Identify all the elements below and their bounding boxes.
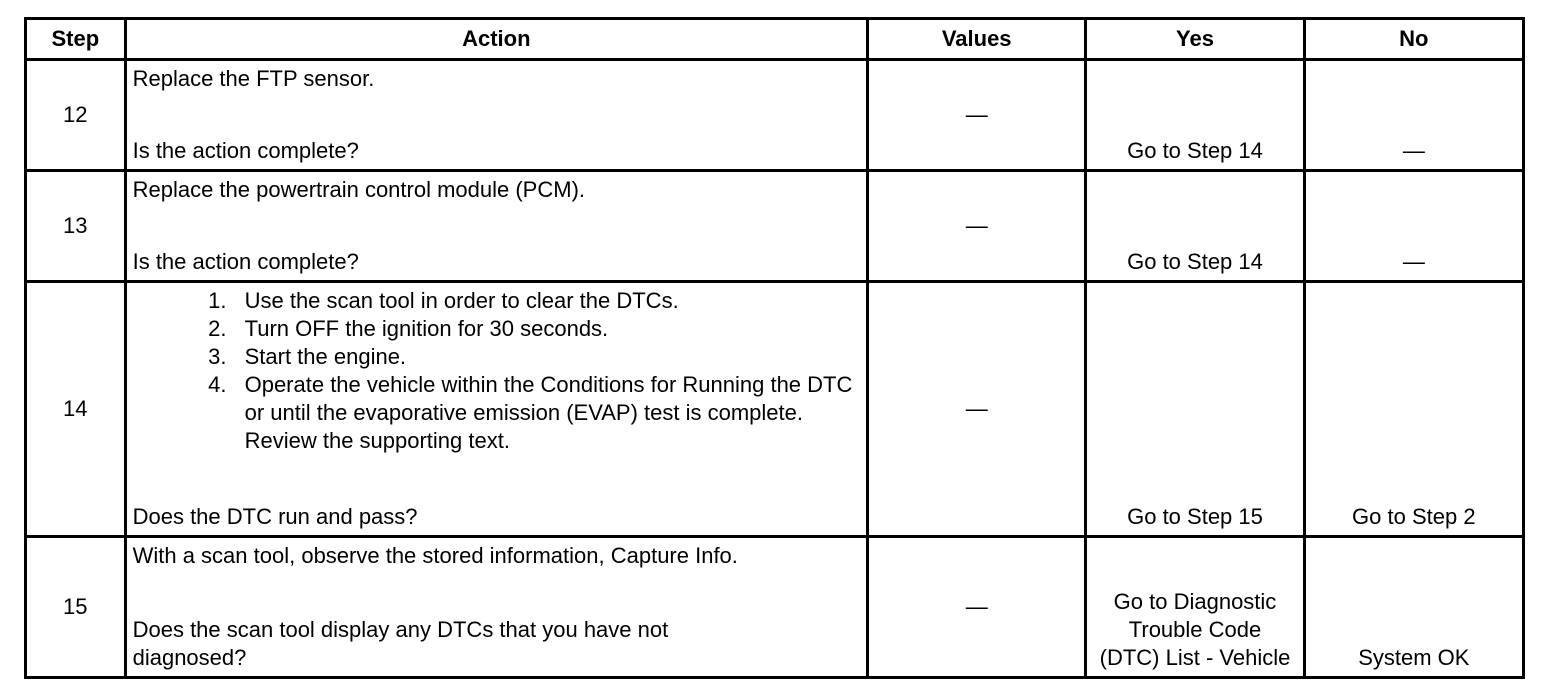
header-action: Action xyxy=(125,19,867,60)
action-step-item: 1. Use the scan tool in order to clear the DTCs. xyxy=(233,287,860,315)
table-row-step-14 xyxy=(26,282,1524,537)
header-row xyxy=(26,19,1524,60)
values-cell: — xyxy=(868,537,1086,678)
action-cell xyxy=(125,282,867,537)
no-cell: — xyxy=(1304,60,1523,171)
table-row-step-12 xyxy=(26,60,1524,171)
values-cell: — xyxy=(868,171,1086,282)
action-question: Is the action complete? xyxy=(132,138,359,163)
values-cell: — xyxy=(868,282,1086,537)
step-number: 12 xyxy=(26,60,126,171)
action-text: Replace the powertrain control module (PCM). xyxy=(132,177,586,202)
action-text: With a scan tool, observe the stored information, Capture Info. xyxy=(132,543,738,568)
header-no: No xyxy=(1304,19,1523,60)
step-number: 15 xyxy=(26,537,126,678)
step-number: 14 xyxy=(26,282,126,537)
yes-cell: Go to Step 15 xyxy=(1086,282,1304,537)
action-step-item: 2. Turn OFF the ignition for 30 seconds. xyxy=(233,315,860,343)
action-cell xyxy=(125,171,867,282)
table-row-step-15 xyxy=(26,537,1524,678)
action-step-item: 3. Start the engine. xyxy=(233,343,860,371)
step-number: 13 xyxy=(26,171,126,282)
header-step: Step xyxy=(26,19,126,60)
action-steps-list xyxy=(133,287,860,455)
no-cell: Go to Step 2 xyxy=(1304,282,1523,537)
no-cell: System OK xyxy=(1304,537,1523,678)
yes-cell: Go to Step 14 xyxy=(1086,60,1304,171)
diagnostic-table xyxy=(24,17,1525,679)
action-question: Does the DTC run and pass? xyxy=(132,504,418,529)
yes-cell: Go to Step 14 xyxy=(1086,171,1304,282)
action-cell xyxy=(125,537,867,678)
yes-link-text: Go to Diagnostic Trouble Code (DTC) List - Vehicle xyxy=(1099,589,1291,670)
yes-cell xyxy=(1086,537,1304,678)
action-cell xyxy=(125,60,867,171)
table-row-step-13 xyxy=(26,171,1524,282)
action-question: Does the scan tool display any DTCs that you have not diagnosed? xyxy=(132,617,669,670)
header-values: Values xyxy=(868,19,1086,60)
action-question: Is the action complete? xyxy=(132,249,359,274)
action-step-item: 4. Operate the vehicle within the Conditions for Running the DTC or until the evaporative emission (EVAP) test is complete. Review the supporting text. xyxy=(233,371,860,455)
action-text: Replace the FTP sensor. xyxy=(132,66,375,91)
values-cell: — xyxy=(868,60,1086,171)
header-yes: Yes xyxy=(1086,19,1304,60)
no-cell: — xyxy=(1304,171,1523,282)
